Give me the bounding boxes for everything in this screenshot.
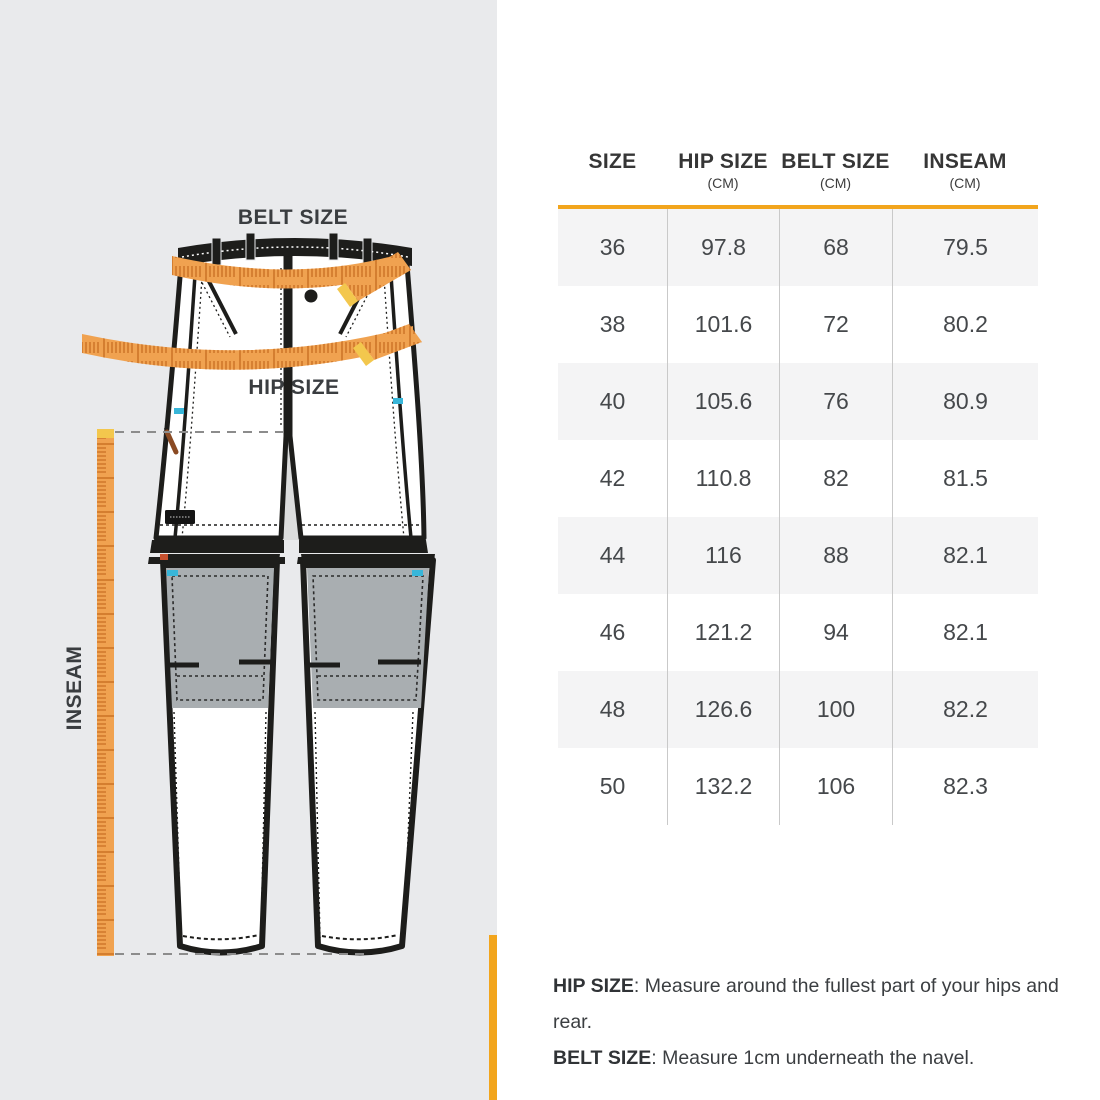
cyan-accent bbox=[412, 570, 423, 576]
cyan-accent bbox=[393, 398, 403, 404]
table-header-row bbox=[558, 142, 1038, 205]
table-row bbox=[558, 209, 1038, 286]
red-accent bbox=[160, 554, 168, 560]
table-row bbox=[558, 440, 1038, 517]
cell-belt: 82 bbox=[779, 440, 892, 517]
knee-panel bbox=[307, 568, 429, 708]
cell-belt: 72 bbox=[779, 286, 892, 363]
hip-size-diagram-label: HIP SIZE bbox=[248, 376, 340, 399]
cell-belt: 88 bbox=[779, 517, 892, 594]
knee-panel bbox=[166, 568, 274, 708]
cell-hip: 126.6 bbox=[667, 671, 779, 748]
cell-inseam: 80.9 bbox=[892, 363, 1038, 440]
cell-size: 46 bbox=[599, 619, 626, 645]
table-row bbox=[558, 671, 1038, 748]
belt-size-note: BELT SIZE: Measure 1cm underneath the navel. bbox=[553, 1047, 975, 1069]
cyan-accent bbox=[174, 408, 184, 414]
cell-belt: 94 bbox=[779, 594, 892, 671]
cell-hip: 97.8 bbox=[667, 209, 779, 286]
cell-belt: 76 bbox=[779, 363, 892, 440]
cell-inseam: 82.2 bbox=[892, 671, 1038, 748]
illustration-panel bbox=[0, 0, 497, 1100]
cell-size: 44 bbox=[599, 542, 626, 568]
hip-size-note: HIP SIZE: Measure around the fullest part of your hips and rear. bbox=[553, 975, 1059, 1033]
brand-label-patch bbox=[165, 510, 195, 524]
belt-loop bbox=[363, 238, 372, 265]
cell-hip: 110.8 bbox=[667, 440, 779, 517]
belt-loop bbox=[212, 238, 221, 265]
cell-size: 50 bbox=[599, 773, 626, 799]
belt-size-diagram-label: BELT SIZE bbox=[237, 206, 349, 229]
cell-inseam: 80.2 bbox=[892, 286, 1038, 363]
table-row bbox=[558, 517, 1038, 594]
table-row bbox=[558, 594, 1038, 671]
table-row bbox=[558, 363, 1038, 440]
cell-inseam: 81.5 bbox=[892, 440, 1038, 517]
size-chart-table bbox=[558, 142, 1038, 825]
inseam-diagram-label: INSEAM bbox=[63, 645, 86, 731]
table-row bbox=[558, 286, 1038, 363]
cell-belt: 100 bbox=[779, 671, 892, 748]
cell-size: 40 bbox=[599, 388, 626, 414]
cell-hip: 121.2 bbox=[667, 594, 779, 671]
size-chart-panel bbox=[497, 0, 1100, 1100]
cell-size: 42 bbox=[599, 465, 626, 491]
cell-hip: 105.6 bbox=[667, 363, 779, 440]
shorts-outline bbox=[148, 250, 431, 564]
cell-hip: 132.2 bbox=[667, 748, 779, 825]
header-cell-inseam: INSEAM (CM) bbox=[923, 150, 1007, 191]
amber-accent-bar bbox=[489, 935, 497, 1100]
header-cell-belt-size: BELT SIZE (CM) bbox=[781, 150, 890, 191]
table-row bbox=[558, 748, 1038, 825]
cell-size: 36 bbox=[599, 234, 626, 260]
cell-hip: 101.6 bbox=[667, 286, 779, 363]
cell-size: 48 bbox=[599, 696, 626, 722]
header-cell-size: SIZE bbox=[588, 150, 637, 173]
cell-inseam: 79.5 bbox=[892, 209, 1038, 286]
zip-off-lower-legs bbox=[160, 554, 435, 953]
cell-belt: 106 bbox=[779, 748, 892, 825]
fly-button-icon bbox=[305, 290, 318, 303]
cell-inseam: 82.3 bbox=[892, 748, 1038, 825]
convertible-pants-drawing bbox=[0, 0, 497, 1100]
belt-loop bbox=[329, 233, 338, 260]
cell-inseam: 82.1 bbox=[892, 517, 1038, 594]
measurement-notes bbox=[553, 968, 1098, 1076]
belt-loop bbox=[246, 233, 255, 260]
header-cell-hip-size: HIP SIZE (CM) bbox=[678, 150, 768, 191]
cell-size: 38 bbox=[599, 311, 626, 337]
cell-belt: 68 bbox=[779, 209, 892, 286]
cyan-accent bbox=[167, 570, 178, 576]
cell-inseam: 82.1 bbox=[892, 594, 1038, 671]
cell-hip: 116 bbox=[667, 517, 779, 594]
